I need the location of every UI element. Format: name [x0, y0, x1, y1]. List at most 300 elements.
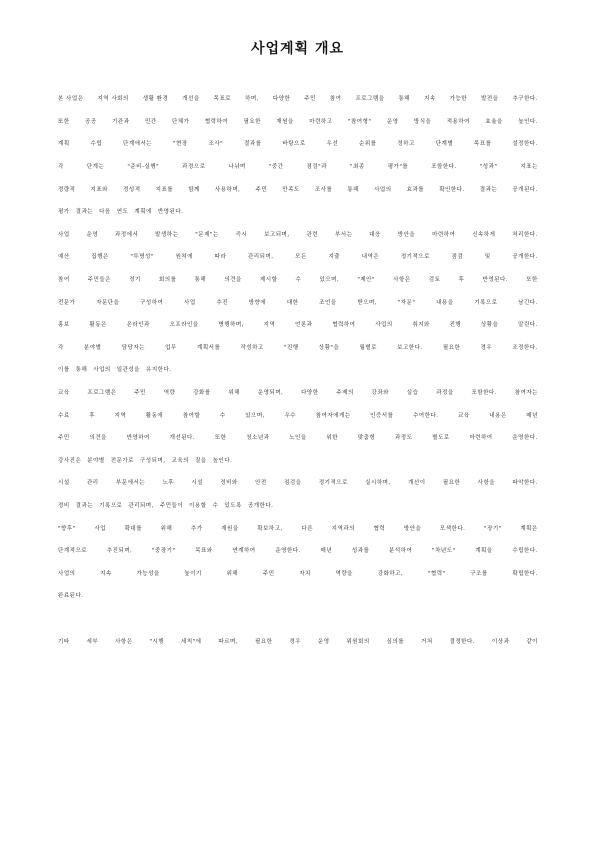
word: 수 — [219, 412, 226, 419]
word: "장기" — [484, 525, 502, 532]
word: 우수 — [284, 412, 297, 419]
text-line — [58, 427, 538, 450]
word: 참여 — [58, 277, 70, 284]
word: 있으며, — [245, 412, 265, 419]
word: 생활 환경 — [142, 96, 169, 103]
word: 가능한 — [449, 96, 468, 103]
word: 및 — [484, 254, 491, 261]
word: 정비와 — [220, 480, 238, 487]
word: 마련하여 — [469, 435, 493, 442]
word: 주민 — [304, 96, 316, 103]
word: 지역 — [114, 412, 127, 419]
word: 필요한 — [243, 118, 261, 125]
word: 유지한다. — [146, 367, 172, 374]
word: 교육 — [458, 412, 470, 419]
word: 지표와 — [90, 186, 108, 193]
word: 또한 — [526, 277, 538, 284]
word: 확인한다. — [439, 186, 465, 193]
word: 언론과 — [295, 322, 313, 329]
word: 맞춤형 — [357, 435, 376, 442]
word: 위한 — [326, 435, 339, 442]
word: 프로그램은 — [87, 390, 117, 397]
word: 온라인과 — [126, 322, 150, 329]
word: 단계에서는 — [123, 141, 153, 148]
word: 수 — [295, 277, 302, 284]
word: 자문단을 — [96, 299, 120, 306]
word: 계획은 — [520, 525, 538, 532]
word: 전문가로 — [110, 457, 134, 464]
text-line — [58, 382, 538, 405]
text-line — [58, 88, 538, 111]
word: 병행하며, — [218, 322, 244, 329]
word: 구조를 — [470, 570, 488, 577]
word: "향후" — [58, 525, 76, 532]
word: 만족도 — [282, 186, 300, 193]
word: 일관성을 — [116, 367, 140, 374]
text-line — [58, 562, 538, 585]
word: 확립한다. — [512, 570, 538, 577]
word: 각 — [58, 164, 64, 171]
word: 지역 사회의 — [97, 96, 129, 103]
word: "현장 — [172, 141, 188, 148]
word: 세부 — [86, 638, 99, 645]
word: 모색한다. — [439, 525, 466, 532]
word: 수료 — [58, 412, 70, 419]
word: 수립 — [90, 141, 103, 148]
word: 조정한다. — [512, 344, 538, 351]
word: 분석하여 — [389, 548, 413, 555]
word: 오프라인을 — [169, 322, 199, 329]
word: 높이기 — [184, 570, 202, 577]
word: 참여자는 — [514, 390, 538, 397]
word: 사업의 — [374, 186, 392, 193]
word: 마련하여 — [432, 231, 456, 238]
word: 과정으로 — [182, 164, 206, 171]
word: 발생하는 — [155, 231, 179, 238]
word: 지역 — [263, 322, 276, 329]
text-line — [58, 111, 538, 134]
word: 다른 — [301, 525, 314, 532]
word: 기타 — [58, 638, 70, 645]
word: 수 — [212, 502, 219, 509]
word: 개선이 — [408, 480, 426, 487]
word: "성과" — [479, 164, 498, 171]
word: 지속 — [100, 570, 112, 577]
word: 자치 — [299, 570, 311, 577]
text-line — [58, 133, 538, 156]
word: 받으며, — [357, 299, 378, 306]
word: 방향에 — [248, 299, 267, 306]
word: 정기 — [129, 277, 141, 284]
word: 반영하여 — [126, 435, 150, 442]
word: 공공 — [85, 118, 97, 125]
word: 위원회의 — [346, 638, 370, 645]
word: 부서는 — [334, 231, 353, 238]
word: 교육 — [58, 390, 70, 397]
word: 목표와 — [195, 548, 213, 555]
word: 이상과 — [491, 638, 510, 645]
word: 사업 — [94, 525, 106, 532]
text-line — [58, 630, 538, 653]
word: 후 — [89, 412, 96, 419]
word: 알린다. — [518, 322, 538, 329]
word: "문제"는 — [195, 231, 219, 238]
word: 강화를 — [193, 390, 211, 397]
word: 진행 — [449, 322, 462, 329]
word: 발전을 — [481, 96, 499, 103]
word: 전문가 — [58, 299, 76, 306]
word: 방안을 — [403, 525, 422, 532]
word: 관련 — [306, 231, 319, 238]
paragraph — [58, 224, 538, 382]
word: 구성되며, — [139, 457, 166, 464]
word: 위해 — [226, 570, 239, 577]
word: 운영 — [317, 638, 330, 645]
word: 강사진은 — [58, 457, 82, 464]
word: 주민들이 — [159, 502, 184, 509]
word: 집행은 — [91, 254, 109, 261]
word: 위해 — [228, 390, 240, 397]
word: 높인다. — [518, 118, 538, 125]
word: 강화하고, — [377, 570, 404, 577]
word: 노인을 — [289, 435, 307, 442]
word: 주민 — [58, 435, 70, 442]
word: 점검을 — [284, 480, 302, 487]
word: 연도 — [116, 209, 129, 216]
word: 보고되며, — [264, 231, 290, 238]
word: 따라 — [214, 254, 227, 261]
word: 즉시 — [235, 231, 248, 238]
text-line — [58, 540, 538, 563]
word: 높인다. — [212, 457, 233, 464]
word: 재원을 — [221, 525, 239, 532]
paragraph — [58, 88, 538, 224]
word: 확대를 — [124, 525, 143, 532]
word: 사용하며, — [214, 186, 241, 193]
word: 이를 — [58, 367, 70, 374]
word: 결과는 — [75, 209, 94, 216]
word: 추진되며, — [106, 548, 133, 555]
text-line — [58, 495, 538, 518]
word: 업무 — [165, 344, 177, 351]
word: 수여한다. — [412, 412, 439, 419]
word: 가능성을 — [136, 570, 160, 577]
word: 예산 — [58, 254, 70, 261]
word: 노후 — [162, 480, 174, 487]
paragraph — [58, 472, 538, 517]
word: 분야별 — [84, 344, 102, 351]
text-line — [58, 517, 538, 540]
word: 주민 — [262, 570, 275, 577]
word: 또한 — [214, 435, 227, 442]
document-title: 사업계획 개요 — [250, 41, 345, 57]
word: 내역은 — [361, 254, 380, 261]
word: 정기적으로 — [318, 480, 348, 487]
word: 효과를 — [406, 186, 425, 193]
word: 매년 — [320, 548, 333, 555]
word: 정비 — [58, 502, 70, 509]
word: 의견을 — [224, 277, 242, 284]
word: 청소년과 — [246, 435, 270, 442]
word: 협력하여 — [332, 322, 356, 329]
word: "준비-실행" — [127, 164, 160, 171]
word: 활동에 — [145, 412, 164, 419]
word: 목표로 — [213, 96, 232, 103]
word: 점검"과 — [306, 164, 328, 171]
word: 주제의 — [336, 390, 354, 397]
word: 확보하고, — [257, 525, 283, 532]
text-line — [58, 246, 538, 269]
word: 계획 — [58, 141, 70, 148]
word: 과정에서 — [115, 231, 139, 238]
word: "자문" — [397, 299, 416, 306]
word: 다음 — [99, 209, 111, 216]
word: 평가 — [58, 209, 70, 216]
word: 통해 — [75, 367, 88, 374]
word: 성과를 — [351, 548, 370, 555]
word: 설정한다. — [512, 141, 538, 148]
word: 필요한 — [442, 344, 461, 351]
word: "중장기" — [152, 548, 176, 555]
word: 추구한다. — [512, 96, 538, 103]
word: 결과는 — [479, 186, 498, 193]
word: 거쳐 — [421, 638, 433, 645]
word: 포함한다. — [431, 164, 457, 171]
word: 필요한 — [255, 638, 273, 645]
word: 우선 — [326, 141, 339, 148]
text-line — [58, 178, 538, 201]
word: 나뉘며 — [228, 164, 246, 171]
word: 신속하게 — [472, 231, 496, 238]
word: 처리한다. — [512, 231, 538, 238]
word: 기록으로 — [474, 299, 498, 306]
word: 운영한다. — [275, 548, 301, 555]
word: 조언을 — [319, 299, 337, 306]
word: 있도록 — [224, 502, 242, 509]
word: 주민들은 — [87, 277, 112, 284]
word: 수립한다. — [512, 548, 538, 555]
word: 주민 — [134, 390, 146, 397]
word: 사업의 — [375, 322, 393, 329]
word: 계획서를 — [197, 344, 221, 351]
word: 사항을 — [477, 480, 496, 487]
word: 주민 — [255, 186, 268, 193]
word: 목표를 — [474, 141, 492, 148]
word: 실습 — [406, 390, 419, 397]
word: 안전 — [255, 480, 267, 487]
word: 각 — [58, 344, 64, 351]
word: 지역과의 — [331, 525, 355, 532]
word: "차년도" — [432, 548, 456, 555]
word: 필요한 — [442, 480, 461, 487]
word: 작성하고 — [240, 344, 264, 351]
word: 하며, — [245, 96, 259, 103]
word: 순위를 — [359, 141, 377, 148]
word: 추가 — [190, 525, 203, 532]
word: 통해 — [398, 96, 411, 103]
word: 본 사업은 — [58, 96, 84, 103]
word: 사항은 — [393, 277, 411, 284]
document-body — [58, 88, 538, 653]
word: 방식을 — [413, 118, 432, 125]
word: 방안을 — [397, 231, 416, 238]
word: 공개한다. — [512, 254, 538, 261]
word: 취지와 — [412, 322, 430, 329]
word: 심의를 — [386, 638, 405, 645]
word: 공개한다. — [247, 502, 274, 509]
word: 운영 — [386, 118, 399, 125]
word: 회의를 — [158, 277, 177, 284]
word: 지표는 — [520, 164, 538, 171]
word: 홍보 — [58, 322, 70, 329]
word: 재원을 — [276, 118, 294, 125]
word: 평가"를 — [387, 164, 409, 171]
text-line — [58, 450, 538, 473]
word: 관리 — [86, 480, 99, 487]
word: 분야별 — [87, 457, 105, 464]
text-line — [58, 269, 538, 292]
word: 운영 — [86, 231, 99, 238]
word: 결정한다. — [449, 638, 476, 645]
word: 결과를 — [244, 141, 262, 148]
word: 단체가 — [172, 118, 190, 125]
word: "제안" — [357, 277, 376, 284]
word: 후 — [458, 277, 465, 284]
word: 협력 — [373, 525, 386, 532]
text-line — [58, 404, 538, 427]
word: 월별로 — [359, 344, 377, 351]
word: 공개된다. — [512, 186, 538, 193]
word: 교육의 — [171, 457, 189, 464]
word: 사항은 — [115, 638, 133, 645]
word: 있으며, — [319, 277, 340, 284]
word: 계획에 — [134, 209, 152, 216]
word: 다양한 — [272, 96, 291, 103]
word: 참여자에게는 — [315, 412, 351, 419]
paragraph-gap — [58, 608, 538, 631]
word: 기관과 — [112, 118, 130, 125]
word: 경우 — [289, 638, 302, 645]
word: 제시할 — [259, 277, 278, 284]
word: 지출 — [328, 254, 341, 261]
text-line — [58, 224, 538, 247]
word: 지표를 — [155, 186, 174, 193]
word: 반영된다. — [482, 277, 509, 284]
word: 내용은 — [489, 412, 507, 419]
word: 추진 — [216, 299, 229, 306]
word: "참여형" — [347, 118, 372, 125]
word: 활동은 — [89, 322, 107, 329]
word: 연계하여 — [232, 548, 256, 555]
word: 위해 — [160, 525, 173, 532]
word: 완료된다. — [58, 593, 84, 600]
paragraph — [58, 382, 538, 472]
word: 모든 — [295, 254, 307, 261]
word: 담당자는 — [121, 344, 145, 351]
word: 구성하여 — [140, 299, 164, 306]
word: 경우 — [480, 344, 493, 351]
word: 역량 — [163, 390, 176, 397]
word: 적용하여 — [446, 118, 470, 125]
word: 상황"을 — [318, 344, 340, 351]
word: 강좌와 — [371, 390, 389, 397]
text-line — [58, 337, 538, 360]
word: "최종 — [350, 164, 365, 171]
word: 세칙"에 — [181, 638, 202, 645]
word: 사업 — [184, 299, 196, 306]
word: 정하고 — [397, 141, 415, 148]
word: 과정을 — [436, 390, 454, 397]
word: 사업의 — [93, 367, 111, 374]
word: 프로그램을 — [355, 96, 385, 103]
word: 원칙에 — [175, 254, 194, 261]
word: 단계적으로 — [58, 548, 88, 555]
word: 상황을 — [480, 322, 499, 329]
word: 관리되며, — [128, 502, 154, 509]
word: 또한 — [58, 118, 70, 125]
word: 보고한다. — [397, 344, 423, 351]
word: 파악한다. — [512, 480, 538, 487]
paragraph — [58, 517, 538, 607]
word: 사업의 — [58, 570, 76, 577]
word: 정량적 — [58, 186, 76, 193]
word: 대한 — [286, 299, 299, 306]
word: 지속 — [424, 96, 436, 103]
word: 단계별 — [435, 141, 454, 148]
text-line — [58, 314, 538, 337]
word: 따르며, — [218, 638, 239, 645]
word: 조사" — [208, 141, 224, 148]
word: 이용할 — [189, 502, 207, 509]
word: 마련하고 — [309, 118, 333, 125]
word: "중간 — [268, 164, 284, 171]
word: 관리되며, — [247, 254, 274, 261]
text-line — [58, 291, 538, 314]
word: 포함한다. — [471, 390, 497, 397]
word: 계획을 — [475, 548, 493, 555]
word: 참여할 — [182, 412, 201, 419]
text-line — [58, 472, 538, 495]
word: 결과는 — [75, 502, 94, 509]
word: 내용을 — [436, 299, 454, 306]
word: 실시하며, — [365, 480, 391, 487]
text-line — [58, 201, 538, 224]
word: 별도로 — [432, 435, 450, 442]
word: 역량을 — [335, 570, 353, 577]
word: 검토 — [428, 277, 441, 284]
word: 바탕으로 — [282, 141, 306, 148]
word: 대응 — [369, 231, 381, 238]
word: 민간 — [144, 118, 157, 125]
word: 사업 — [58, 231, 70, 238]
word: 단계는 — [86, 164, 105, 171]
word: 남긴다. — [518, 299, 538, 306]
paragraph — [58, 630, 538, 653]
word: 조사를 — [314, 186, 333, 193]
text-line — [58, 585, 538, 608]
word: 의견을 — [89, 435, 107, 442]
word: 부문에서는 — [115, 480, 146, 487]
word: 매년 — [526, 412, 538, 419]
word: 다양한 — [301, 390, 319, 397]
word: 효율을 — [485, 118, 503, 125]
word: 통해 — [194, 277, 207, 284]
word: 정기적으로 — [400, 254, 430, 261]
word: 참여 — [329, 96, 342, 103]
word: 운영되며, — [257, 390, 284, 397]
word: 반영된다. — [157, 209, 184, 216]
word: "진행 — [283, 344, 299, 351]
